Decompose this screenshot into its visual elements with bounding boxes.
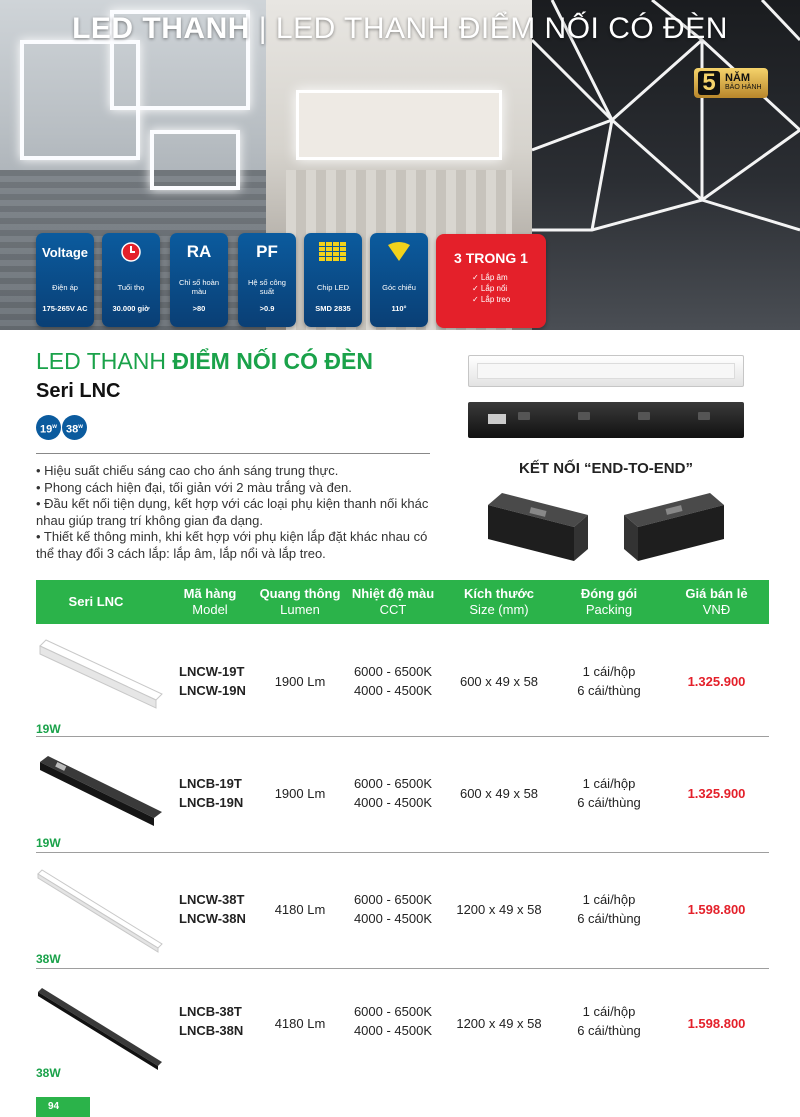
- size-value: 600 x 49 x 58: [459, 786, 539, 801]
- hero-banner: [0, 0, 800, 330]
- column-header: Nhiệt độ màu CCT: [351, 586, 435, 617]
- chip-icon: [304, 233, 362, 271]
- bullet-item: • Đầu kết nối tiện dụng, kết hợp với các loại phụ kiện thanh nối khác nhau giúp trang trí không gian đa dạng.: [36, 496, 429, 528]
- cct-values: 6000 - 6500K 4000 - 4500K: [353, 776, 433, 810]
- mount-option: ✓ Lắp nổi: [472, 284, 508, 293]
- clock-icon: [102, 233, 160, 271]
- lumen-value: 4180 Lm: [274, 902, 326, 917]
- wattage-badges: [36, 415, 88, 440]
- row-divider: [36, 736, 769, 737]
- row-divider: [36, 968, 769, 969]
- packing-values: 1 cái/hộp 6 cái/thùng: [577, 1004, 641, 1038]
- table-row: [0, 854, 800, 966]
- pf-icon: PF: [256, 242, 278, 261]
- product-image-white: [468, 355, 744, 387]
- connector-image-left: [480, 485, 590, 565]
- model-codes: LNCW-19T LNCW-19N: [179, 664, 246, 698]
- feature-pf: PF Hệ số công suất >0.9: [238, 233, 296, 327]
- price: 1.325.900: [687, 786, 746, 801]
- voltage-icon: Voltage: [42, 244, 88, 260]
- cct-values: 6000 - 6500K 4000 - 4500K: [353, 664, 433, 698]
- column-header: Seri LNC: [68, 594, 124, 609]
- cct-values: 6000 - 6500K 4000 - 4500K: [353, 1004, 433, 1038]
- divider: [36, 453, 430, 454]
- connect-title: KẾT NỐI “END-TO-END”: [519, 460, 693, 477]
- hero-photo-diamond-grid: [532, 0, 800, 330]
- column-header: Đóng gói Packing: [580, 586, 638, 617]
- beam-icon: [370, 233, 428, 271]
- three-in-one-badge: 3 TRONG 1 ✓ Lắp âm ✓ Lắp nổi ✓ Lắp treo: [436, 234, 546, 328]
- price: 1.598.800: [687, 902, 746, 917]
- product-thumb-black-short: [36, 748, 166, 830]
- feature-beam-angle: Góc chiếu 110°: [370, 233, 428, 327]
- feature-chip: Chip LED SMD 2835: [304, 233, 362, 327]
- column-header: Kích thước Size (mm): [464, 586, 534, 617]
- lumen-value: 4180 Lm: [274, 1016, 326, 1031]
- table-row: [0, 738, 800, 850]
- page-number: 94: [36, 1097, 90, 1117]
- cct-values: 6000 - 6500K 4000 - 4500K: [353, 892, 433, 926]
- model-codes: LNCB-38T LNCB-38N: [179, 1004, 244, 1038]
- ra-icon: RA: [186, 242, 212, 261]
- wattage-label: 38W: [36, 1066, 61, 1080]
- table-header: [36, 580, 769, 624]
- wattage-label: 19W: [36, 722, 61, 736]
- product-thumb-white-long: [36, 864, 166, 954]
- size-value: 600 x 49 x 58: [459, 674, 539, 689]
- bullet-item: • Phong cách hiện đại, tối giản với 2 màu trắng và đen.: [36, 479, 352, 495]
- wattage-badge: 19$^w$: [36, 415, 61, 440]
- price: 1.598.800: [687, 1016, 746, 1031]
- model-codes: LNCB-19T LNCB-19N: [179, 776, 244, 810]
- wattage-label: 19W: [36, 836, 61, 850]
- packing-values: 1 cái/hộp 6 cái/thùng: [577, 664, 641, 698]
- series-name: Seri LNC: [36, 380, 121, 402]
- mount-option: ✓ Lắp âm: [472, 273, 508, 282]
- product-title: LED THANH ĐIỂM NỐI CÓ ĐÈN: [36, 348, 373, 374]
- table-row: [0, 624, 800, 736]
- product-image-black: [468, 402, 744, 438]
- feature-lifetime: Tuổi thọ 30.000 giờ: [102, 233, 160, 327]
- feature-bullets: [36, 463, 436, 562]
- row-divider: [36, 852, 769, 853]
- wattage-label: 38W: [36, 952, 61, 966]
- column-header: Quang thông Lumen: [259, 586, 341, 617]
- feature-ra: RA Chỉ số hoàn màu >80: [170, 233, 228, 327]
- price: 1.325.900: [687, 674, 746, 689]
- connector-image-right: [622, 485, 732, 565]
- table-row: [0, 970, 800, 1082]
- packing-values: 1 cái/hộp 6 cái/thùng: [577, 892, 641, 926]
- wattage-badge: 38$^w$: [62, 415, 87, 440]
- size-value: 1200 x 49 x 58: [456, 902, 542, 917]
- column-header: Mã hàng Model: [183, 586, 237, 617]
- bullet-item: • Hiệu suất chiếu sáng cao cho ánh sáng trung thực.: [36, 463, 339, 478]
- page-title: LED THANH | LED THANH ĐIỂM NỐI CÓ ĐÈN: [72, 12, 728, 45]
- bullet-item: • Thiết kế thông minh, khi kết hợp với phụ kiện lắp đặt khác nhau có thể thay đổi 3 cách lắp: lắp âm, lắp nổi và lắp treo.: [36, 529, 428, 561]
- column-header: Giá bán lẻ VNĐ: [685, 586, 748, 617]
- product-thumb-black-long: [36, 982, 166, 1072]
- model-codes: LNCW-38T LNCW-38N: [179, 892, 246, 926]
- size-value: 1200 x 49 x 58: [456, 1016, 542, 1031]
- packing-values: 1 cái/hộp 6 cái/thùng: [577, 776, 641, 810]
- lumen-value: 1900 Lm: [274, 674, 326, 689]
- product-thumb-white-short: [36, 632, 166, 712]
- warranty-badge: 5 NĂM BẢO HÀNH: [694, 68, 768, 98]
- lumen-value: 1900 Lm: [274, 786, 326, 801]
- feature-voltage: Voltage Điện áp 175-265V AC: [36, 233, 94, 327]
- mount-option: ✓ Lắp treo: [472, 295, 511, 304]
